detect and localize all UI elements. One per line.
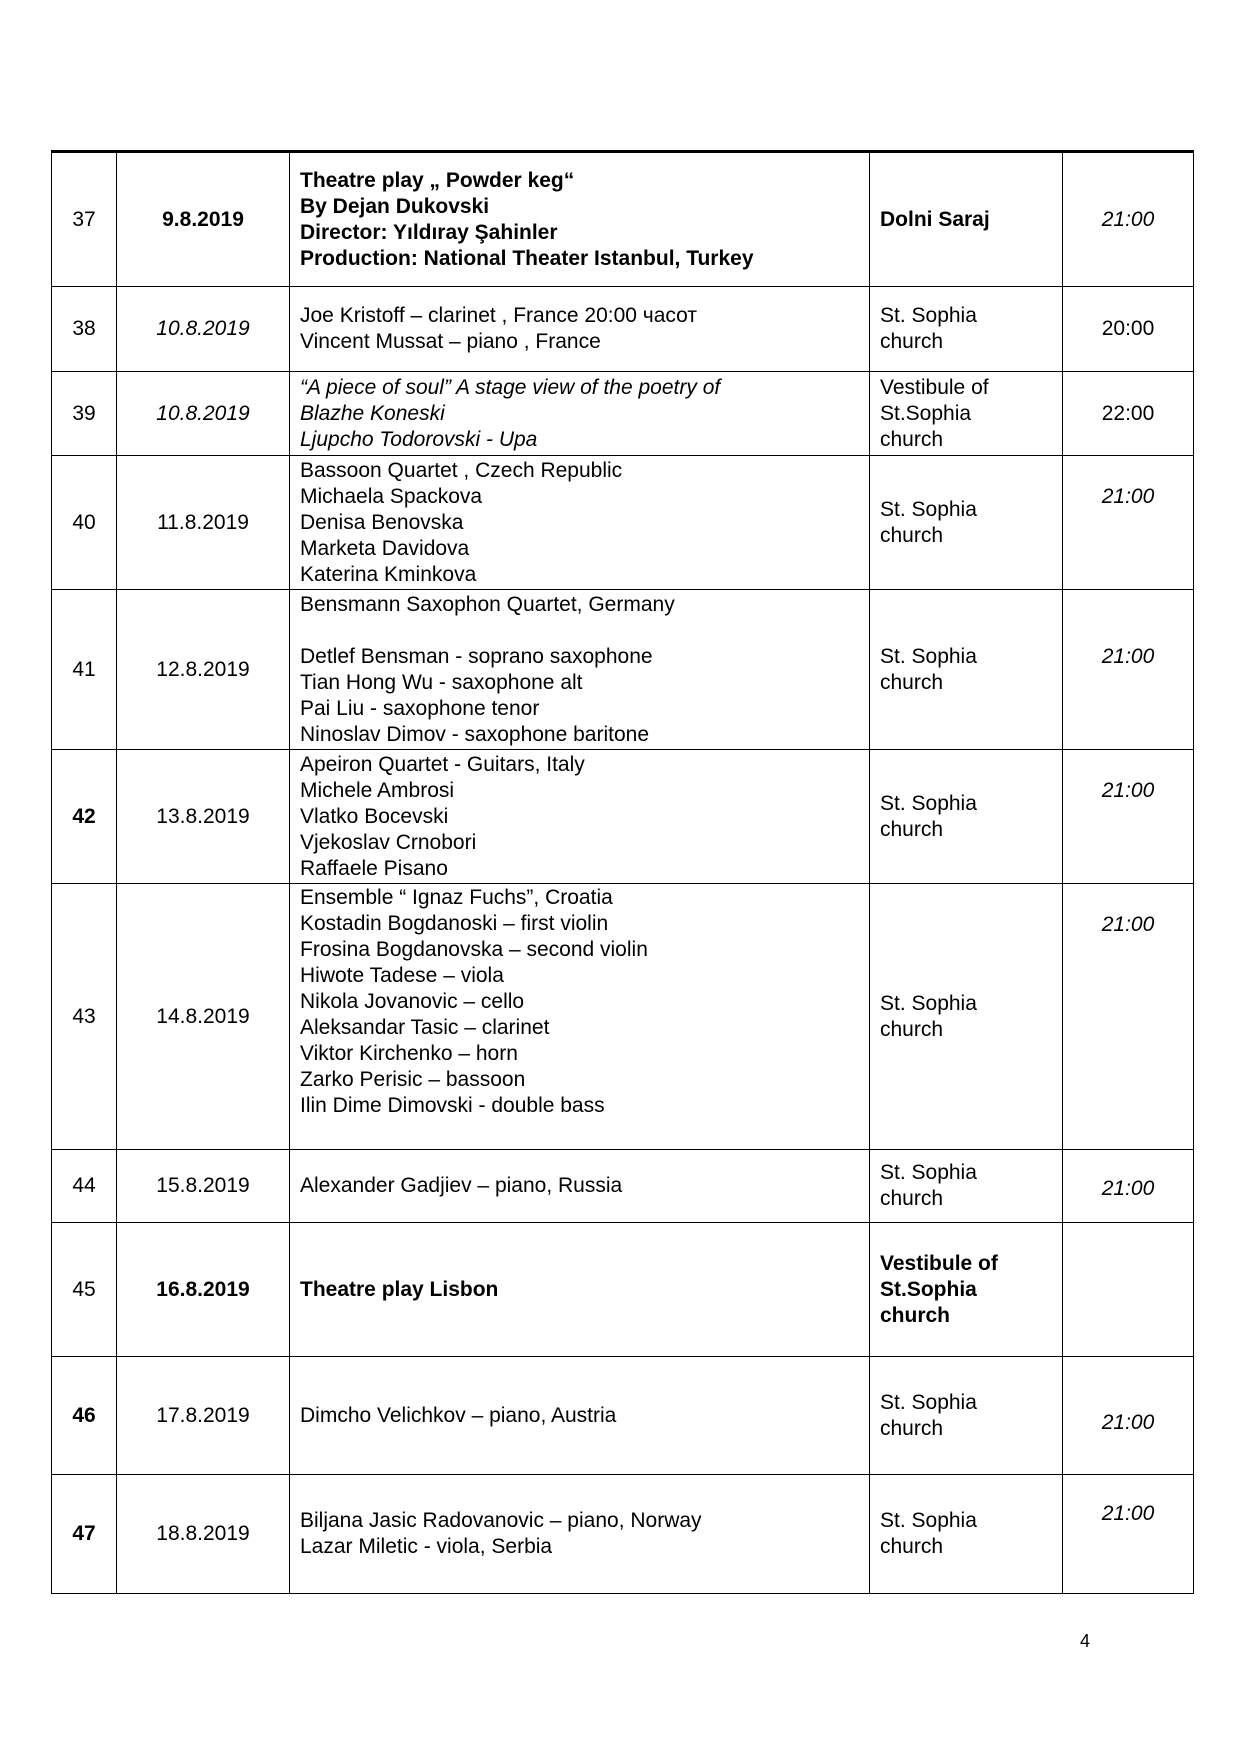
venue-line: Vestibule of (880, 1251, 998, 1275)
program-line: Michele Ambrosi (300, 778, 455, 802)
program-line: By Dejan Dukovski (300, 194, 490, 218)
program-line: Production: National Theater Istanbul, Turkey (300, 246, 754, 270)
row-number: 47 (52, 1475, 117, 1594)
row-program (290, 1223, 870, 1357)
program-line: Joe Kristoff – clarinet , France 20:00 часот (300, 304, 697, 327)
program-line: Dimcho Velichkov – piano, Austria (300, 1403, 617, 1427)
row-number: 38 (52, 287, 117, 372)
program-line: “A piece of soul” A stage view of the poetry of (300, 375, 721, 399)
row-number: 37 (52, 152, 117, 287)
program-line: Marketa Davidova (300, 536, 470, 560)
row-number: 43 (52, 884, 117, 1150)
program-line: Vjekoslav Crnobori (300, 830, 477, 854)
schedule-table (51, 150, 1194, 1594)
venue-line: church (880, 670, 944, 694)
row-venue (870, 1150, 1063, 1223)
venue-line: St.Sophia (880, 401, 972, 425)
row-time: 22:00 (1063, 372, 1194, 456)
program-line: Theatre play Lisbon (300, 1277, 499, 1301)
row-date: 18.8.2019 (117, 1475, 290, 1594)
venue-line: church (880, 1017, 944, 1041)
table-row (52, 1475, 1194, 1594)
program-line: Raffaele Pisano (300, 856, 448, 880)
venue-line: St. Sophia (880, 991, 977, 1015)
program-line: Bensmann Saxophon Quartet, Germany (300, 592, 675, 616)
program-line: Hiwote Tadese – viola (300, 964, 504, 987)
row-program (290, 1475, 870, 1594)
program-line: Bassoon Quartet , Czech Republic (300, 458, 623, 482)
row-program (290, 152, 870, 287)
program-line: Apeiron Quartet - Guitars, Italy (300, 752, 585, 776)
program-line: Aleksandar Tasic – clarinet (300, 1016, 550, 1039)
program-line: Zarko Perisic – bassoon (300, 1068, 526, 1091)
program-line: Ljupcho Todorovski - Upa (300, 427, 538, 451)
program-line: Director: Yıldıray Şahinler (300, 220, 558, 244)
venue-line: St. Sophia (880, 304, 977, 327)
row-time: 21:00 (1063, 590, 1194, 750)
venue-line: church (880, 523, 944, 547)
venue-line: St. Sophia (880, 497, 977, 521)
row-time: 21:00 (1063, 750, 1194, 884)
row-date: 15.8.2019 (117, 1150, 290, 1223)
table-row (52, 1150, 1194, 1223)
row-program (290, 287, 870, 372)
row-time: 21:00 (1063, 884, 1194, 1150)
row-number: 44 (52, 1150, 117, 1223)
program-line: Ensemble “ Ignaz Fuchs”, Croatia (300, 886, 613, 909)
program-line: Frosina Bogdanovska – second violin (300, 938, 648, 961)
venue-line: St. Sophia (880, 1509, 977, 1532)
program-line: Kostadin Bogdanoski – first violin (300, 912, 609, 935)
program-line: Viktor Kirchenko – horn (300, 1042, 518, 1065)
program-line: Ninoslav Dimov - saxophone baritone (300, 722, 650, 746)
table-row (52, 1223, 1194, 1357)
row-date: 10.8.2019 (117, 372, 290, 456)
row-date: 12.8.2019 (117, 590, 290, 750)
program-line: Vincent Mussat – piano , France (300, 330, 601, 353)
row-program (290, 590, 870, 750)
venue-line: church (880, 1416, 944, 1440)
row-venue (870, 1223, 1063, 1357)
table-row (52, 750, 1194, 884)
program-line: Tian Hong Wu - saxophone alt (300, 670, 583, 694)
row-venue (870, 1357, 1063, 1475)
program-line: Michaela Spackova (300, 484, 483, 508)
row-number: 41 (52, 590, 117, 750)
row-date: 17.8.2019 (117, 1357, 290, 1475)
venue-line: church (880, 427, 944, 451)
row-program (290, 750, 870, 884)
program-line: Nikola Jovanovic – cello (300, 990, 525, 1013)
venue-line: Dolni Saraj (880, 207, 990, 231)
row-time: 21:00 (1063, 1475, 1194, 1594)
venue-line: St. Sophia (880, 1161, 977, 1184)
table-row (52, 1357, 1194, 1475)
row-program (290, 372, 870, 456)
table-row (52, 884, 1194, 1150)
program-line: Theatre play „ Powder keg“ (300, 168, 575, 192)
row-time (1063, 1223, 1194, 1357)
blank-line (300, 618, 859, 644)
row-date: 13.8.2019 (117, 750, 290, 884)
row-date: 16.8.2019 (117, 1223, 290, 1357)
venue-line: Vestibule of (880, 375, 989, 399)
program-line: Katerina Kminkova (300, 562, 477, 586)
venue-line: church (880, 1535, 944, 1558)
row-time: 21:00 (1063, 152, 1194, 287)
venue-line: St. Sophia (880, 791, 977, 815)
page-number: 4 (1080, 1631, 1091, 1651)
venue-line: church (880, 330, 944, 353)
row-date: 10.8.2019 (117, 287, 290, 372)
table-row (52, 372, 1194, 456)
program-line: Denisa Benovska (300, 510, 464, 534)
program-line: Blazhe Koneski (300, 401, 445, 425)
program-line: Detlef Bensman - soprano saxophone (300, 644, 653, 668)
row-venue (870, 1475, 1063, 1594)
row-time: 21:00 (1063, 456, 1194, 590)
venue-line: St. Sophia (880, 644, 977, 668)
row-venue (870, 372, 1063, 456)
program-line: Alexander Gadjiev – piano, Russia (300, 1174, 623, 1197)
table-row (52, 152, 1194, 287)
table-row (52, 456, 1194, 590)
row-number: 42 (52, 750, 117, 884)
row-number: 45 (52, 1223, 117, 1357)
row-venue (870, 287, 1063, 372)
venue-line: St.Sophia (880, 1277, 977, 1301)
program-line: Pai Liu - saxophone tenor (300, 696, 540, 720)
row-program (290, 884, 870, 1150)
venue-line: church (880, 1187, 944, 1210)
row-venue (870, 750, 1063, 884)
row-number: 39 (52, 372, 117, 456)
program-line: Vlatko Bocevski (300, 804, 449, 828)
row-time: 21:00 (1063, 1357, 1194, 1475)
row-date: 11.8.2019 (117, 456, 290, 590)
row-date: 9.8.2019 (117, 152, 290, 287)
row-number: 40 (52, 456, 117, 590)
row-program (290, 1150, 870, 1223)
venue-line: church (880, 817, 944, 841)
venue-line: St. Sophia (880, 1390, 977, 1414)
row-venue (870, 884, 1063, 1150)
row-venue (870, 456, 1063, 590)
program-line: Ilin Dime Dimovski - double bass (300, 1094, 605, 1117)
program-line: Lazar Miletic - viola, Serbia (300, 1535, 553, 1558)
table-row (52, 287, 1194, 372)
row-time: 20:00 (1063, 287, 1194, 372)
row-time: 21:00 (1063, 1150, 1194, 1223)
row-venue (870, 152, 1063, 287)
venue-line: church (880, 1303, 951, 1327)
row-venue (870, 590, 1063, 750)
row-program (290, 1357, 870, 1475)
program-line: Biljana Jasic Radovanovic – piano, Norway (300, 1509, 702, 1532)
row-number: 46 (52, 1357, 117, 1475)
table-row (52, 590, 1194, 750)
row-program (290, 456, 870, 590)
row-date: 14.8.2019 (117, 884, 290, 1150)
